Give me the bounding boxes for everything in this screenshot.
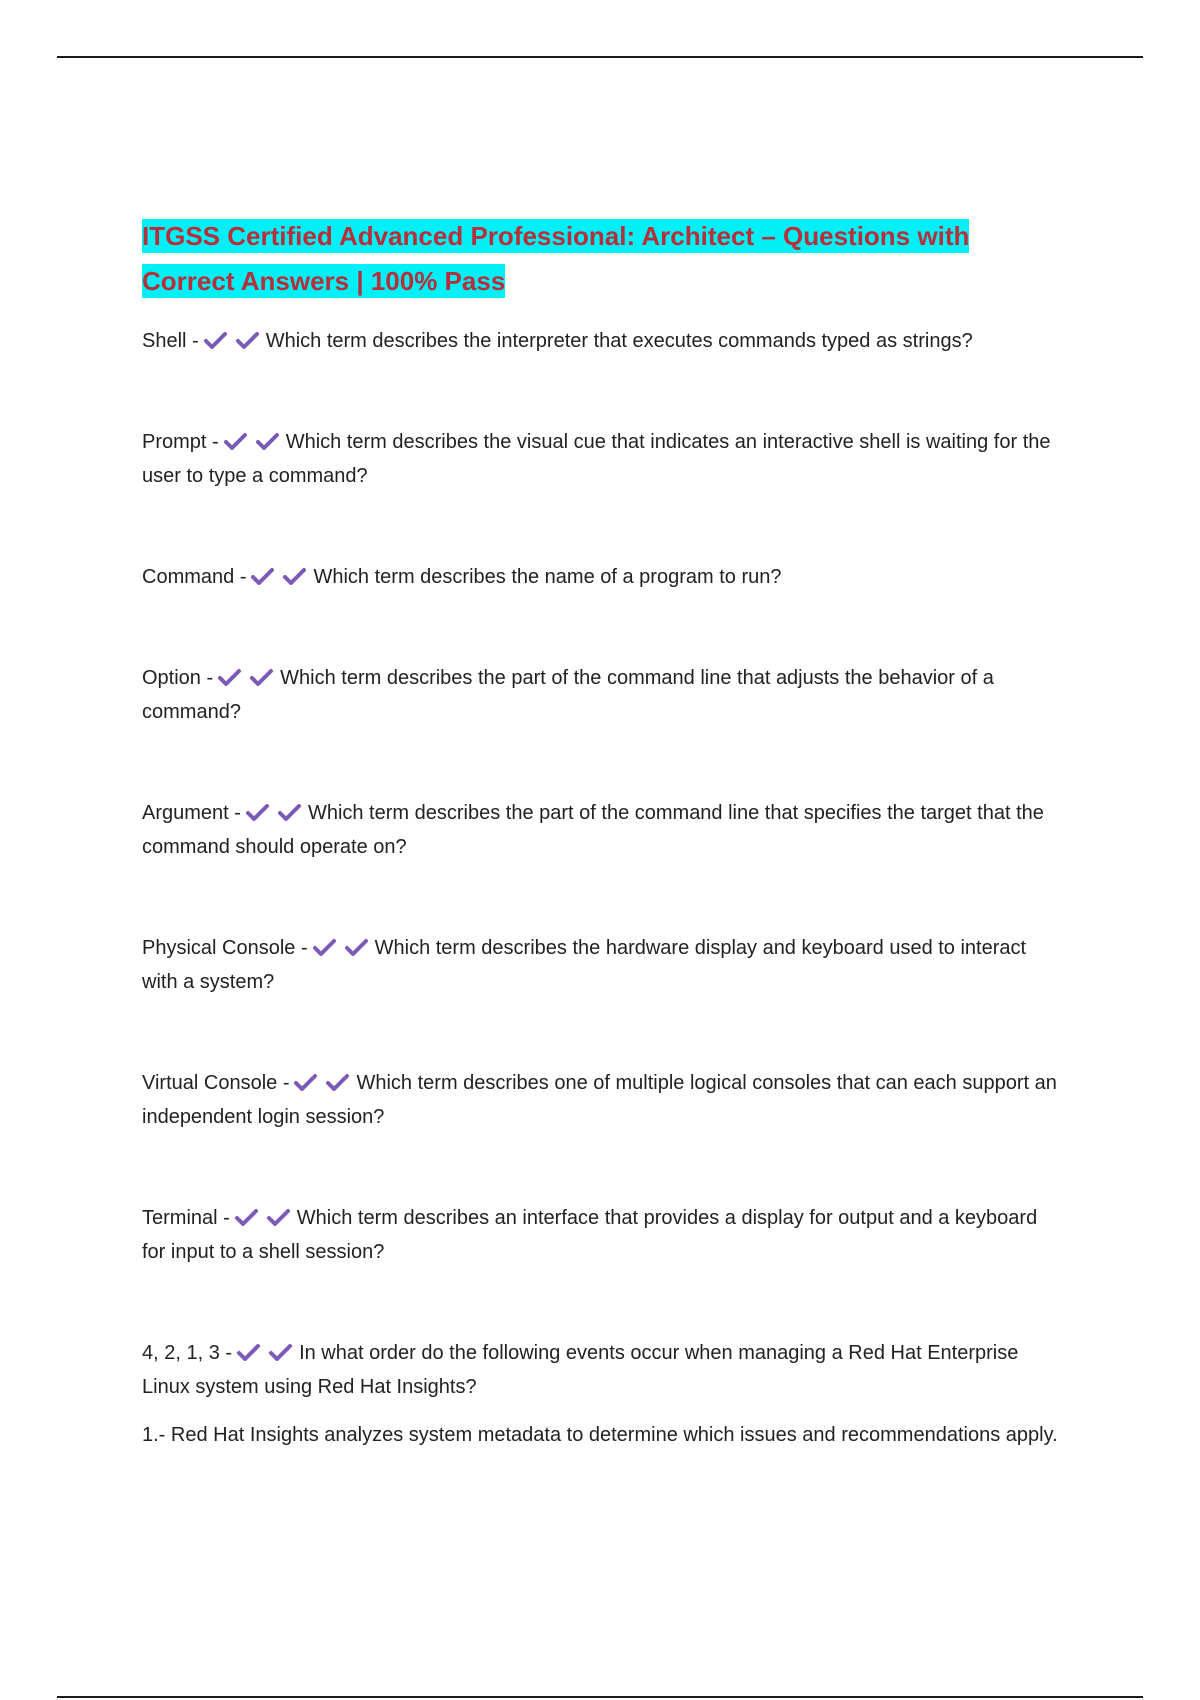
qa-entry — [142, 931, 1062, 999]
question-text: Which term describes the interpreter that executes commands typed as strings? — [265, 330, 973, 352]
answer-term: 4, 2, 1, 3 - — [142, 1342, 233, 1364]
answer-term: Command - — [142, 566, 247, 588]
checkmark-icon — [217, 668, 242, 688]
checkmark-icon — [223, 432, 248, 452]
checkmark-icon — [203, 331, 228, 351]
qa-entry — [142, 661, 1062, 729]
question-text: Which term describes one of multiple logical consoles that can each support an independent login session? — [142, 1072, 1057, 1128]
check-pair — [293, 1073, 350, 1093]
qa-list — [142, 324, 1062, 1404]
check-pair — [245, 803, 302, 823]
qa-entry — [142, 1336, 1062, 1404]
qa-entry — [142, 324, 1062, 358]
title-line-1: ITGSS Certified Advanced Professional: Architect – Questions with — [142, 221, 970, 251]
check-pair — [236, 1343, 293, 1363]
question-text: Which term describes the hardware display and keyboard used to interact with a system? — [142, 937, 1027, 993]
header-rule — [57, 56, 1143, 58]
checkmark-icon — [282, 567, 307, 587]
document-title — [142, 214, 1062, 304]
checkmark-icon — [250, 567, 275, 587]
qa-entry — [142, 1201, 1062, 1269]
checkmark-icon — [325, 1073, 350, 1093]
checkmark-icon — [266, 1208, 291, 1228]
question-text: Which term describes the visual cue that indicates an interactive shell is waiting for the user to type a command? — [142, 431, 1051, 487]
checkmark-icon — [234, 1208, 259, 1228]
footer-rule — [57, 1696, 1143, 1698]
answer-term: Virtual Console - — [142, 1072, 290, 1094]
check-pair — [217, 668, 274, 688]
checkmark-icon — [344, 938, 369, 958]
answer-term: Argument - — [142, 802, 241, 824]
question-text: Which term describes the name of a program to run? — [313, 566, 782, 588]
qa-entry — [142, 560, 1062, 594]
answer-term: Physical Console - — [142, 937, 308, 959]
checkmark-icon — [235, 331, 260, 351]
qa-entry — [142, 425, 1062, 493]
checkmark-icon — [236, 1343, 261, 1363]
check-pair — [250, 567, 307, 587]
answer-term: Shell - — [142, 330, 199, 352]
document-body — [142, 214, 1062, 1452]
check-pair — [203, 331, 260, 351]
checkmark-icon — [293, 1073, 318, 1093]
title-line-2: Correct Answers | 100% Pass — [142, 266, 506, 296]
checkmark-icon — [277, 803, 302, 823]
question-text: Which term describes the part of the command line that adjusts the behavior of a command? — [142, 667, 994, 723]
checkmark-icon — [255, 432, 280, 452]
check-pair — [312, 938, 369, 958]
answer-term: Terminal - — [142, 1207, 230, 1229]
qa-entry — [142, 796, 1062, 864]
checkmark-icon — [312, 938, 337, 958]
question-text: Which term describes an interface that provides a display for output and a keyboard for input to a shell session? — [142, 1207, 1038, 1263]
question-text: Which term describes the part of the command line that specifies the target that the command should operate on? — [142, 802, 1044, 858]
checkmark-icon — [249, 668, 274, 688]
check-pair — [223, 432, 280, 452]
check-pair — [234, 1208, 291, 1228]
checkmark-icon — [268, 1343, 293, 1363]
checkmark-icon — [245, 803, 270, 823]
question-text: In what order do the following events occur when managing a Red Hat Enterprise Linux system using Red Hat Insights? — [142, 1342, 1019, 1398]
list-item-note: 1.- Red Hat Insights analyzes system metadata to determine which issues and recommendations apply. — [142, 1424, 1058, 1446]
answer-term: Option - — [142, 667, 214, 689]
answer-term: Prompt - — [142, 431, 219, 453]
qa-entry — [142, 1066, 1062, 1134]
